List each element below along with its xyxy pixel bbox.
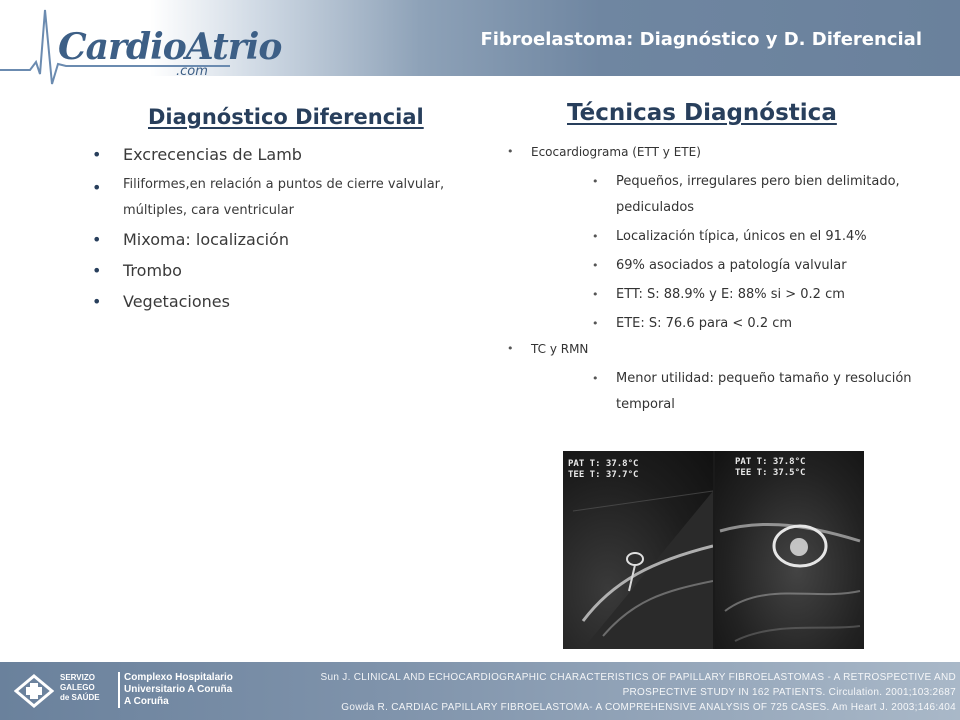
- bullet-icon: •: [92, 261, 102, 280]
- list-item: • Filiformes,en relación a puntos de cierre valvular, múltiples, cara ventricular: [92, 177, 445, 218]
- list-item: • Excrecencias de Lamb: [92, 145, 302, 164]
- right-column-title: Técnicas Diagnóstica: [567, 100, 837, 126]
- list-item: • Vegetaciones: [92, 292, 230, 311]
- list-item: • Trombo: [92, 261, 182, 280]
- bullet-icon: •: [92, 178, 102, 197]
- left-column-title: Diagnóstico Diferencial: [148, 105, 424, 129]
- bullet-icon: •: [592, 372, 599, 385]
- echo-scan-right: [715, 451, 864, 649]
- logo-suffix: .com: [176, 64, 208, 79]
- differential-list: [92, 145, 472, 323]
- list-item: • Ecocardiograma (ETT y ETE): [507, 143, 932, 162]
- sub-list-item: • Localización típica, únicos en el 91.4%: [592, 224, 932, 250]
- bullet-icon: •: [92, 230, 102, 249]
- bullet-icon: •: [592, 317, 599, 330]
- bullet-icon: •: [592, 230, 599, 243]
- logo-text: CardioAtrio: [58, 26, 282, 68]
- echocardiogram-image: [563, 451, 864, 649]
- sub-list-item: • Pequeños, irregulares pero bien delimitado, pediculados: [592, 169, 932, 221]
- sergas-cross-icon: [14, 674, 54, 708]
- sub-list-item: • Menor utilidad: pequeño tamaño y resolución temporal: [592, 366, 932, 418]
- reference-line: Sun J. CLINICAL AND ECHOCARDIOGRAPHIC CHARACTERISTICS OF PAPILLARY FIBROELASTOMAS - A RETROSPECTIVE AND: [320, 672, 956, 683]
- bullet-icon: •: [592, 259, 599, 272]
- hospital-name: Complexo Hospitalario Universitario A Coruña A Coruña: [124, 672, 233, 707]
- bullet-icon: •: [507, 342, 514, 355]
- reference-line: Gowda R. CARDIAC PAPILLARY FIBROELASTOMA- A COMPREHENSIVE ANALYSIS OF 725 CASES. Am Heart J. 2003;146:404: [341, 702, 956, 713]
- logo-divider: [118, 672, 120, 708]
- reference-line: PROSPECTIVE STUDY IN 162 PATIENTS. Circulation. 2001;103:2687: [622, 687, 956, 698]
- bullet-icon: •: [592, 288, 599, 301]
- bullet-icon: •: [507, 145, 514, 158]
- list-item: • TC y RMN: [507, 340, 932, 359]
- bullet-icon: •: [592, 175, 599, 188]
- echo-panel-right: [715, 451, 864, 649]
- cardioatrio-logo: [0, 0, 282, 90]
- header-bar: [0, 0, 960, 79]
- echo-right-label: PAT T: 37.8°C TEE T: 37.5°C: [735, 457, 806, 478]
- sub-list-item: • ETT: S: 88.9% y E: 88% si > 0.2 cm: [592, 282, 932, 308]
- references: [176, 670, 956, 715]
- sub-list-item: • ETE: S: 76.6 para < 0.2 cm: [592, 311, 932, 337]
- bullet-icon: •: [92, 292, 102, 311]
- sergas-name: SERVIZO GALEGO de SAÚDE: [60, 673, 100, 702]
- bullet-icon: •: [92, 145, 102, 164]
- slide-title: Fibroelastoma: Diagnóstico y D. Diferencial: [480, 29, 922, 50]
- list-item: • Mixoma: localización: [92, 230, 289, 249]
- echo-left-label: PAT T: 37.8°C TEE T: 37.7°C: [568, 459, 639, 480]
- techniques-list: [507, 143, 932, 421]
- sub-list-item: • 69% asociados a patología valvular: [592, 253, 932, 279]
- footer-bar: [0, 662, 960, 720]
- echo-panel-left: [563, 451, 713, 649]
